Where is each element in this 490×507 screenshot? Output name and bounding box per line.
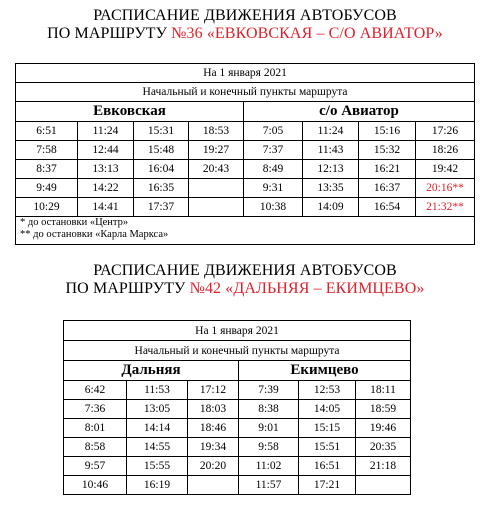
departure-time: 19:27 [189, 141, 244, 160]
departure-time: 13:05 [127, 400, 188, 419]
departure-time: 17:21 [299, 476, 356, 495]
table-row [64, 381, 411, 400]
departure-time: 17:26 [416, 122, 475, 141]
departure-time: 7:37 [244, 141, 303, 160]
departure-time: 12:53 [299, 381, 356, 400]
table-row [64, 400, 411, 419]
departure-time: 16:37 [359, 179, 416, 198]
table-row [64, 476, 411, 495]
departure-time: 13:35 [303, 179, 359, 198]
route42-date: На 1 января 2021 [64, 321, 411, 341]
empty-cell [356, 476, 411, 495]
departure-time: 16:04 [134, 160, 189, 179]
departure-time: 19:46 [356, 419, 411, 438]
departure-time: 17:12 [188, 381, 239, 400]
route42-title-route: №42 «ДАЛЬНЯЯ – ЕКИМЦЕВО» [189, 280, 425, 297]
departure-time: 14:09 [303, 198, 359, 217]
departure-time: 11:24 [78, 122, 134, 141]
departure-time: 13:13 [78, 160, 134, 179]
footnote-single-star: * до остановки «Центр» [20, 217, 129, 228]
departure-time: 15:32 [359, 141, 416, 160]
departure-time: 7:05 [244, 122, 303, 141]
departure-time: 10:38 [244, 198, 303, 217]
route42-title-prefix: ПО МАРШРУТУ [65, 280, 190, 297]
departure-time: 21:18 [356, 457, 411, 476]
departure-time: 9:31 [244, 179, 303, 198]
table-row [64, 419, 411, 438]
route36-title-line1: РАСПИСАНИЕ ДВИЖЕНИЯ АВТОБУСОВ [93, 7, 397, 24]
table-row [64, 438, 411, 457]
departure-time: 11:43 [303, 141, 359, 160]
departure-time: 18:11 [356, 381, 411, 400]
route42-title-line1: РАСПИСАНИЕ ДВИЖЕНИЯ АВТОБУСОВ [93, 262, 397, 279]
route36-heading [0, 7, 490, 43]
route42-title-line2 [0, 280, 490, 298]
departure-time-footnote: 20:16** [416, 179, 475, 198]
route42-heading [0, 262, 490, 298]
departure-time: 16:21 [359, 160, 416, 179]
departure-time: 18:46 [188, 419, 239, 438]
departure-time: 16:51 [299, 457, 356, 476]
route36-schedule-table [15, 63, 475, 245]
departure-time: 9:49 [16, 179, 78, 198]
departure-time: 7:39 [239, 381, 299, 400]
departure-time: 16:35 [134, 179, 189, 198]
departure-time: 9:01 [239, 419, 299, 438]
departure-time: 14:05 [299, 400, 356, 419]
departure-time-footnote: 21:32** [416, 198, 475, 217]
table-row [16, 122, 475, 141]
route42-stop-a: Дальняя [64, 361, 239, 381]
table-row [64, 457, 411, 476]
departure-time: 15:55 [127, 457, 188, 476]
route36-date: На 1 января 2021 [16, 64, 475, 83]
departure-time: 15:16 [359, 122, 416, 141]
departure-time: 12:13 [303, 160, 359, 179]
departure-time: 11:24 [303, 122, 359, 141]
route36-stop-a: Евковская [16, 102, 244, 122]
departure-time: 8:58 [64, 438, 127, 457]
departure-time: 6:42 [64, 381, 127, 400]
route42-subtitle: Начальный и конечный пункты маршрута [64, 341, 411, 361]
departure-time: 14:14 [127, 419, 188, 438]
departure-time: 18:53 [189, 122, 244, 141]
footnote-double-star: ** до остановки «Карла Маркса» [20, 229, 169, 240]
departure-time: 17:37 [134, 198, 189, 217]
departure-time: 14:22 [78, 179, 134, 198]
route36-title-prefix: ПО МАРШРУТУ [47, 25, 172, 42]
departure-time: 12:44 [78, 141, 134, 160]
departure-time: 15:15 [299, 419, 356, 438]
departure-time: 7:58 [16, 141, 78, 160]
departure-time: 20:35 [356, 438, 411, 457]
departure-time: 15:48 [134, 141, 189, 160]
departure-time: 16:54 [359, 198, 416, 217]
departure-time: 10:29 [16, 198, 78, 217]
departure-time: 18:03 [188, 400, 239, 419]
departure-time: 14:55 [127, 438, 188, 457]
departure-time: 11:02 [239, 457, 299, 476]
route36-stop-b: с/о Авиатор [244, 102, 475, 122]
empty-cell [189, 179, 244, 198]
departure-time: 9:57 [64, 457, 127, 476]
route36-title-line2 [0, 25, 490, 43]
departure-time: 16:19 [127, 476, 188, 495]
departure-time: 18:59 [356, 400, 411, 419]
departure-time: 18:26 [416, 141, 475, 160]
route42-schedule-table [63, 320, 411, 495]
departure-time: 6:51 [16, 122, 78, 141]
route36-title-route: №36 «ЕВКОВСКАЯ – С/О АВИАТОР» [171, 25, 443, 42]
departure-time: 19:42 [416, 160, 475, 179]
departure-time: 14:41 [78, 198, 134, 217]
departure-time: 20:20 [188, 457, 239, 476]
empty-cell [189, 198, 244, 217]
route36-subtitle: Начальный и конечный пункты маршрута [16, 83, 475, 102]
departure-time: 7:36 [64, 400, 127, 419]
departure-time: 11:53 [127, 381, 188, 400]
departure-time: 8:01 [64, 419, 127, 438]
table-row [16, 179, 475, 198]
table-row [16, 160, 475, 179]
departure-time: 8:38 [239, 400, 299, 419]
departure-time: 8:37 [16, 160, 78, 179]
departure-time: 15:31 [134, 122, 189, 141]
departure-time: 11:57 [239, 476, 299, 495]
table-row [16, 198, 475, 217]
departure-time: 9:58 [239, 438, 299, 457]
route36-footnotes [16, 217, 475, 245]
table-row [16, 141, 475, 160]
departure-time: 20:43 [189, 160, 244, 179]
route42-stop-b: Екимцево [239, 361, 411, 381]
departure-time: 10:46 [64, 476, 127, 495]
empty-cell [188, 476, 239, 495]
departure-time: 19:34 [188, 438, 239, 457]
departure-time: 15:51 [299, 438, 356, 457]
departure-time: 8:49 [244, 160, 303, 179]
